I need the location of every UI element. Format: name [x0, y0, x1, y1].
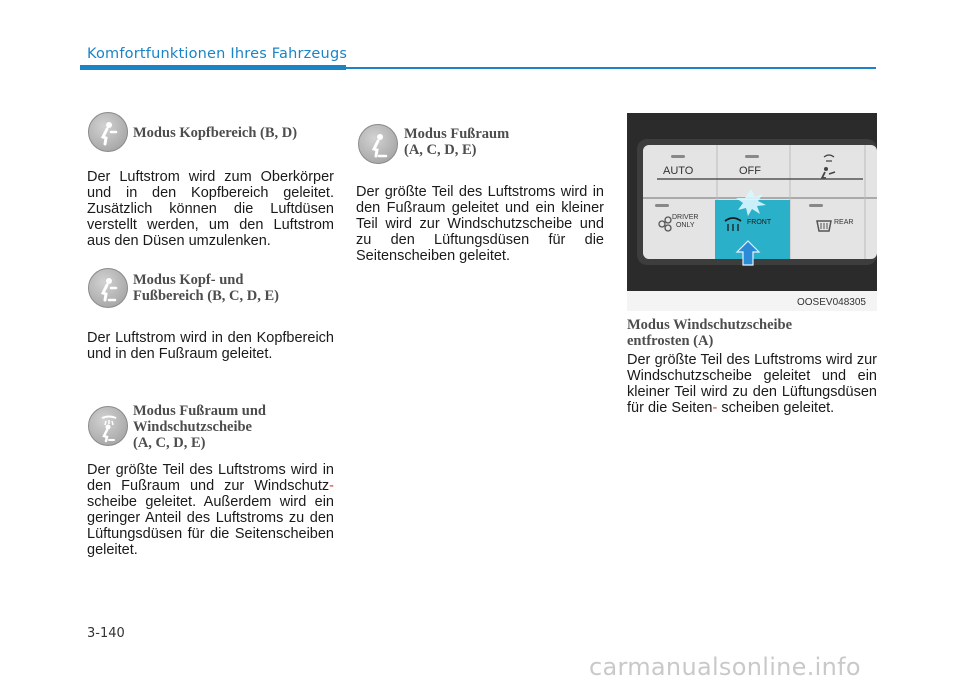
btn-driver-only [672, 214, 698, 230]
heading-kopfbereich: Modus Kopfbereich (B, D) [133, 125, 298, 141]
vent-head-floor-icon [88, 268, 128, 308]
watermark: carmanualsonline.info [589, 653, 861, 681]
header-line [346, 67, 876, 69]
body-kopf-fuss: Der Luftstrom wird in den Kopfbereich und in den Fußraum geleitet. [87, 330, 334, 362]
btn-auto: AUTO [663, 165, 694, 177]
btn-only-label: ONLY [675, 222, 695, 229]
figure-caption: OOSEV048305 [797, 297, 866, 308]
body-fussraum-wss [87, 462, 334, 558]
btn-front: FRONT [747, 219, 772, 226]
heading-kopf-fuss: Modus Kopf- und Fußbereich (B, C, D, E) [133, 272, 279, 304]
header-bar [80, 65, 346, 70]
page-number: 3-140 [87, 626, 125, 641]
body-windschutz-part1: Der größte Teil des Luftstroms wird zur Windschutzscheibe geleitet und ein kleiner Teil wird zu den Lüftungsdüsen für die Seiten [627, 352, 877, 416]
control-panel-photo [627, 113, 877, 311]
body-kopfbereich: Der Luftstrom wird zum Oberkörper und in den Kopfbereich geleitet. Zusätzlich können die Luftdüsen verstellt werden, um den Luftstrom aus den Düsen umzulenken. [87, 169, 334, 249]
hyphen-mark: - [329, 478, 334, 494]
body-fussraum: Der größte Teil des Luftstroms wird in den Fußraum geleitet und ein kleiner Teil wird zur Windschutzscheibe und zu den Lüftungsdüsen für die Seitenscheiben geleitet. [356, 184, 604, 264]
heading-fussraum: Modus Fußraum (A, C, D, E) [404, 126, 510, 158]
btn-rear: REAR [834, 219, 854, 226]
vent-head-icon [88, 112, 128, 152]
body-windschutz [627, 352, 877, 416]
heading-windschutz: Modus Windschutzscheibe entfrosten (A) [627, 317, 793, 349]
header-title: Komfortfunktionen Ihres Fahrzeugs [87, 46, 348, 62]
vent-floor-icon [358, 124, 398, 164]
body-windschutz-part2: scheiben geleitet. [721, 400, 835, 416]
body-fussraum-wss-part1: Der größte Teil des Luftstroms wird in den Fußraum und zur Windschutz [87, 462, 334, 494]
heading-fussraum-wss: Modus Fußraum und Windschutzscheibe (A, C, D, E) [133, 403, 266, 451]
btn-off: OFF [739, 165, 761, 177]
body-fussraum-wss-part2: scheibe geleitet. Außerdem wird ein geringer Anteil des Luftstroms zu den Lüftungsdüsen für die Seitenscheiben geleitet. [87, 494, 334, 558]
hyphen-mark: - [712, 400, 718, 416]
vent-floor-defrost-icon [88, 406, 128, 446]
btn-driver-label: DRIVER [672, 214, 699, 221]
